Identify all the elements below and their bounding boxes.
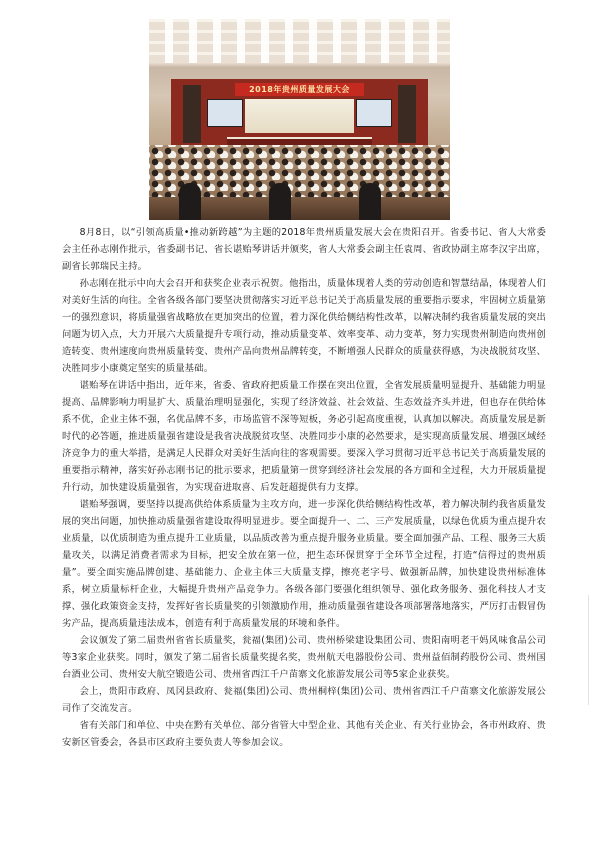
attendee bbox=[179, 183, 201, 220]
paragraph-sun-instruction: 孙志刚在批示中向大会召开和获奖企业表示祝贺。他指出，质量体现着人类的劳动创造和智慧结晶，体现着人们对美好生活的向往。全省各级各部门要坚决贯彻落实习近平总书记关于高质量发展的重要指示要求，牢固树立质量第一的强烈意识，将质量强省战略放在更加突出的位置，着力深化供给侧结构性改革，以解决制约我省质量发展的突出问题为切入点，大力开展六大质量提升专项行动，推动质量变革、效率变革、动力变革，努力实现贵州制造向贵州创造转变、贵州速度向贵州质量转变、贵州产品向贵州品牌转变，不断增强人民群众的质量获得感，为决战脱贫攻坚、决胜同步小康奠定坚实的质量基础。 bbox=[62, 278, 546, 374]
ceiling-lights bbox=[149, 19, 450, 63]
attendee bbox=[269, 183, 291, 220]
right-screen bbox=[356, 99, 392, 127]
left-wall-panel bbox=[183, 85, 201, 143]
article-body bbox=[62, 224, 546, 751]
paragraph-chen-emphasis: 谌贻琴强调，要坚持以提高供给体系质量为主攻方向，进一步深化供给侧结构性改革，着力解决制约我省质量发展的突出问题，加快推动质量强省建设取得明显进步。要全面提升一、二、三产发展质量，以绿色优质为重点提升农业质量，以优质制造为重点提升工业质量，以品质改善为重点提升服务业质量。要全面加强产品、工程、服务三大质量攻关，以满足消费者需求为目标，把安全放在第一位，把生态环保贯穿于全环节全过程，打造“信得过的贵州质量”。要全面实施品牌创建、基础能力、企业主体三大质量支撑，擦亮老字号、做强新品牌，加快建设贵州标准体系，树立质量标杆企业，大幅提升贵州产品竞争力。各级各部门要强化组织领导、强化政务服务、强化科技人才支撑、强化政策资金支持，发挥好省长质量奖的引领激励作用，推动质量强省建设各项部署落地落实，严厉打击假冒伪劣产品，提高质量违法成本，创造有利于高质量发展的环境和条件。 bbox=[62, 499, 546, 629]
scrollbar-track bbox=[588, 595, 589, 705]
right-wall-panel bbox=[398, 85, 416, 143]
paragraph-chen-speech: 谌贻琴在讲话中指出，近年来，省委、省政府把质量工作摆在突出位置，全省发展质量明显提升、基础能力明显提高、品牌影响力明显扩大、质量治理明显强化，实现了经济效益、社会效益、生态效益齐头并进，但也存在供给体系不优，企业主体不强，名优品牌不多，市场监管不深等短板，务必引起高度重视，认真加以解决。高质量发展是新时代的必答题，推进质量强省建设是我省决战脱贫攻坚、决胜同步小康的必然要求，是实现高质量发展、增强区域经济竞争力的重大举措，是满足人民群众对美好生活向往的客观需要。要深入学习贯彻习近平总书记关于高质量发展的重要指示精神，落实好孙志刚书记的批示要求，把质量第一贯穿到经济社会发展的各方面和全过程，大力开展质量提升行动，加快建设质量强省，为实现奋进取喜、后发赶超提供有力支撑。 bbox=[62, 380, 546, 493]
attendee bbox=[359, 183, 381, 220]
paragraph-intro: 8月8日，以“引领高质量•推动新跨越”为主题的2018年贵州质量发展大会在贵阳召开。省委书记、省人大常委会主任孙志刚作批示，省委副书记、省长谌贻琴讲话并颁奖，省人大常委会副主任袁周、省政协副主席李汉宇出席，副省长郭瑞民主持。 bbox=[62, 227, 546, 272]
paragraph-attendees: 省有关部门和单位、中央在黔有关单位、部分省管大中型企业、其他有关企业、有关行业协会，各市州政府、贵安新区管委会，各县市区政府主要负责人等参加会议。 bbox=[62, 720, 546, 748]
stage-backdrop bbox=[245, 99, 354, 133]
paragraph-exchange: 会上，贵阳市政府、凤冈县政府、瓮福(集团)公司、贵州桐梓(集团)公司、贵州省西江千户苗寨文化旅游发展公司作了交流发言。 bbox=[62, 686, 546, 714]
stage-banner: 2018年贵州质量发展大会 bbox=[235, 83, 364, 96]
paragraph-awards: 会议颁发了第二届贵州省省长质量奖，瓮福(集团)公司、贵州桥梁建设集团公司、贵阳南明老干妈风味食品公司等3家企业获奖。同时，颁发了第二届省长质量奖提名奖，贵州航天电器股份公司、贵州益佰制药股份公司、贵州国台酒业公司、贵州安大航空锻造公司、贵州省西江千户苗寨文化旅游发展公司等5家企业获奖。 bbox=[62, 635, 546, 680]
conference-photo bbox=[149, 19, 450, 220]
left-screen bbox=[207, 99, 243, 127]
